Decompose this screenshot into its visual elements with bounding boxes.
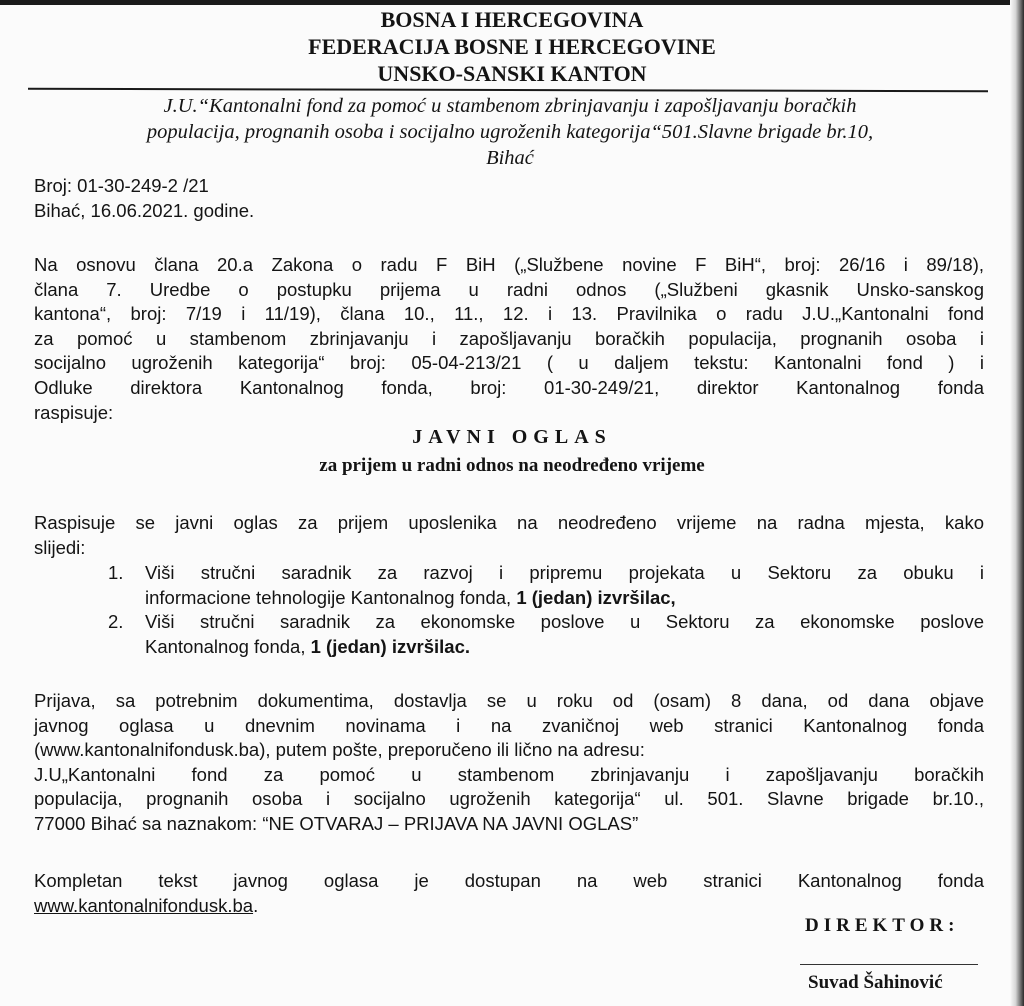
intro-line: socijalno ugroženih kategorija“ broj: 05-04-213/21 ( u daljem tekstu: Kantonalni fond ) i [34, 352, 984, 374]
position-department: informacione tehnologije Kantonalnog fonda, [145, 586, 517, 608]
position-number: 2. [108, 611, 124, 633]
intro-line: Odluke direktora Kantonalnog fonda, broj: 01-30-249/21, direktor Kantonalnog fonda [34, 376, 984, 398]
scan-border-top [0, 0, 1024, 5]
intro-line: za pomoć u stambenom zbrinjavanju i zapošljavanju boračkih populacija, prognanih osoba i [34, 327, 984, 349]
institution-line-3: Bihać [486, 147, 534, 169]
scan-border-right [1010, 0, 1024, 1006]
header-divider [28, 88, 988, 93]
intro-line: člana 7. Uredbe o postupku prijema u radni odnos („Službeni gkasnik Unsko-sanskog [34, 278, 984, 300]
announcement-line: Raspisuje se javni oglas za prijem uposlenika na neodređeno vrijeme na radna mjesta, kako [34, 512, 984, 533]
institution-line-1: J.U.“Kantonalni fond za pomoć u stambenom zbrinjavanju i zapošljavanju boračkih [163, 95, 857, 117]
reference-date: Bihać, 16.06.2021. godine. [34, 199, 255, 221]
link-suffix: . [253, 894, 259, 916]
application-paragraph [34, 689, 984, 837]
reference-block [34, 174, 984, 223]
legal-basis-paragraph [34, 253, 984, 425]
position-detail [145, 635, 984, 660]
announcement-paragraph [34, 511, 984, 560]
header-federation: FEDERACIJA BOSNE I HERCEGOVINE [308, 34, 716, 59]
position-title: Viši stručni saradnik za razvoj i pripremu projekata u Sektoru za obuku i [145, 562, 984, 583]
positions-list [108, 561, 984, 659]
intro-line: Na osnovu člana 20.a Zakona o radu F BiH („Službene novine F BiH“, broj: 26/16 i 89/18), [34, 254, 984, 275]
position-item [108, 610, 984, 659]
position-detail [145, 586, 984, 611]
notice-subtitle: za prijem u radni odnos na neodređeno vrijeme [319, 455, 705, 476]
header-country: BOSNA I HERCEGOVINA [380, 7, 644, 32]
full-text-paragraph [34, 869, 984, 918]
document-header [0, 6, 1024, 87]
application-line: javnog oglasa u dnevnim novinama i na zvaničnoj web stranici Kantonalnog fonda [34, 714, 984, 736]
intro-line: kantona“, broj: 7/19 i 11/19), člana 10., 11., 12. i 13. Pravilnika o radu J.U.„Kantonalni fond [34, 303, 984, 325]
position-item [108, 561, 984, 610]
header-canton: UNSKO-SANSKI KANTON [377, 61, 647, 86]
application-line: (www.kantonalnifondusk.ba), putem pošte, preporučeno ili lično na adresu: [34, 739, 645, 761]
address-line: populacija, prognanih osoba i socijalno ugroženih kategorija“ ul. 501. Slavne brigade br.10., [34, 788, 984, 810]
address-line: J.U„Kantonalni fond za pomoć u stambenom zbrinjavanju i zapošljavanju boračkih [34, 763, 984, 785]
position-title: Viši stručni saradnik za ekonomske poslove u Sektoru za ekonomske poslove [145, 611, 984, 633]
notice-title: JAVNI OGLAS [412, 426, 612, 448]
institution-line-2: populacija, prognanih osoba i socijalno ugroženih kategorija“501.Slavne brigade br.10, [146, 121, 874, 143]
position-count: 1 (jedan) izvršilac, [516, 586, 676, 608]
position-department: Kantonalnog fonda, [145, 635, 311, 657]
signature-title: DIREKTOR: [805, 915, 960, 936]
institution-name [30, 93, 990, 171]
intro-line: raspisuje: [34, 401, 114, 423]
announcement-line: slijedi: [34, 536, 86, 558]
website-link[interactable]: www.kantonalnifondusk.ba [34, 894, 254, 916]
signature-line [800, 964, 978, 965]
full-text-line: Kompletan tekst javnog oglasa je dostupan na web stranici Kantonalnog fonda [34, 870, 984, 891]
application-line: Prijava, sa potrebnim dokumentima, dostavlja se u roku od (osam) 8 dana, od dana objave [34, 690, 984, 711]
position-count: 1 (jedan) izvršilac. [310, 635, 470, 657]
signatory-name: Suvad Šahinović [808, 972, 943, 993]
address-line: 77000 Bihać sa naznakom: “NE OTVARAJ – PRIJAVA NA JAVNI OGLAS” [34, 812, 639, 834]
reference-number: Broj: 01-30-249-2 /21 [34, 175, 209, 196]
position-number: 1. [108, 562, 124, 583]
